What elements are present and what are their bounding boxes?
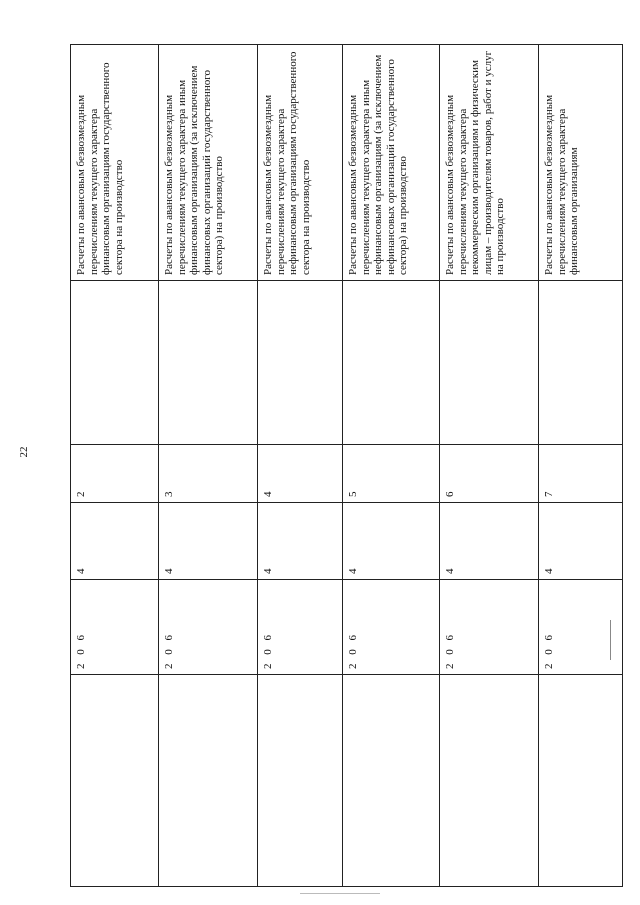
account-code: 2 0 6 [71,580,159,675]
account-code: 2 0 6 [258,580,343,675]
empty-cell [159,675,258,887]
empty-cell [440,675,539,887]
table-row [71,45,159,887]
account-code: 2 0 6 [539,580,623,675]
group-number: 4 [343,503,440,580]
empty-cell [440,281,539,445]
group-number: 4 [258,503,343,580]
group-number: 4 [71,503,159,580]
item-number: 4 [258,445,343,503]
item-number: 2 [71,445,159,503]
account-description: Расчеты по авансовым безвозмездным перечислениям текущего характера финансовым организациям государственного сектора на производство [71,45,159,281]
page-number: 22 [18,446,30,458]
table-row [258,45,343,887]
rotated-table-container [70,45,622,887]
empty-cell [343,675,440,887]
table-row [440,45,539,887]
account-code: 2 0 6 [343,580,440,675]
table-row [343,45,440,887]
scan-artifact [300,893,380,894]
account-description: Расчеты по авансовым безвозмездным перечислениям текущего характера финансовым организациям [539,45,623,281]
account-code: 2 0 6 [440,580,539,675]
group-number: 4 [440,503,539,580]
empty-cell [159,281,258,445]
account-description: Расчеты по авансовым безвозмездным перечислениям текущего характера иным финансовым организациям (за исключением финансовых организаций государственного сектора) на производство [159,45,258,281]
account-description: Расчеты по авансовым безвозмездным перечислениям текущего характера нефинансовым организациям государственного сектора на производство [258,45,343,281]
scan-artifact [610,620,611,660]
item-number: 6 [440,445,539,503]
item-number: 7 [539,445,623,503]
empty-cell [539,281,623,445]
group-number: 4 [539,503,623,580]
item-number: 3 [159,445,258,503]
account-description: Расчеты по авансовым безвозмездным перечислениям текущего характера некоммерческим организациям и физическим лицам – производителям товаров, работ и услуг на производство [440,45,539,281]
empty-cell [71,675,159,887]
table-row [159,45,258,887]
empty-cell [71,281,159,445]
item-number: 5 [343,445,440,503]
accounts-table [70,44,623,887]
empty-cell [258,281,343,445]
empty-cell [343,281,440,445]
group-number: 4 [159,503,258,580]
table-row [539,45,623,887]
account-code: 2 0 6 [159,580,258,675]
account-description: Расчеты по авансовым безвозмездным перечислениям текущего характера иным нефинансовым организациям (за исключением нефинансовых организаций государственного сектора) на производство [343,45,440,281]
empty-cell [258,675,343,887]
empty-cell [539,675,623,887]
